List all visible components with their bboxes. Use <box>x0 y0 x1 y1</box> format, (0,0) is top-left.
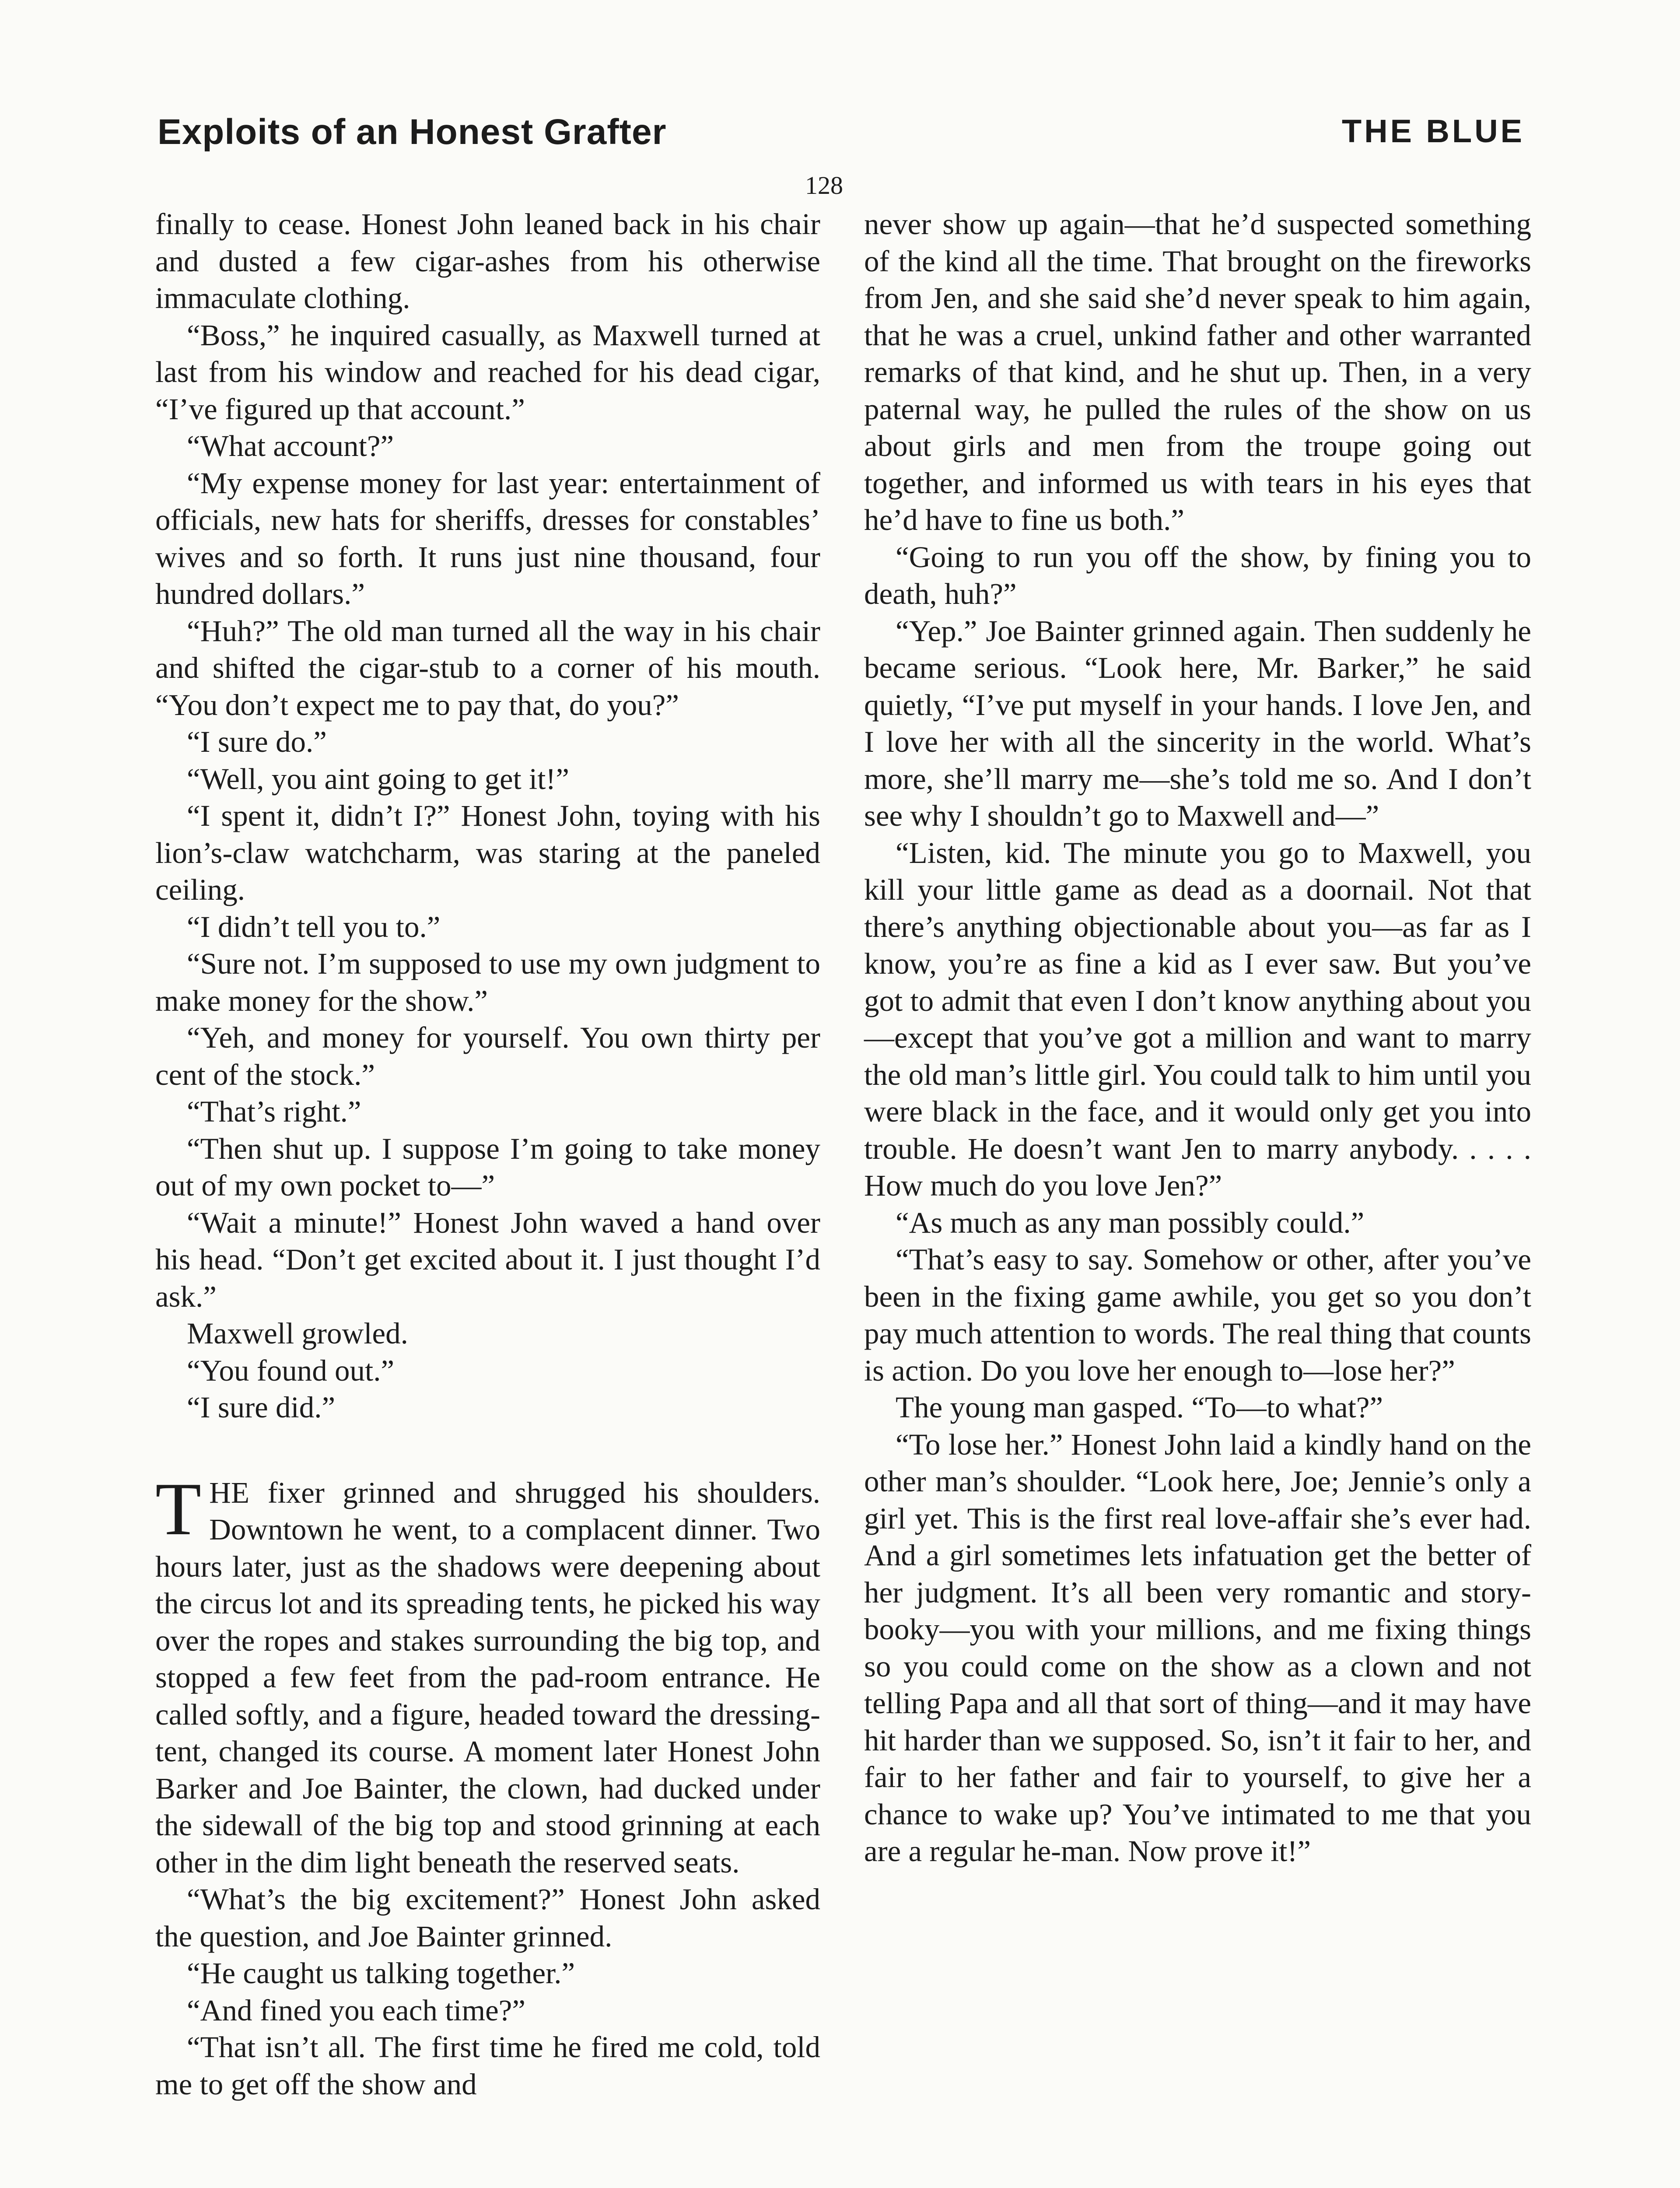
paragraph: “Then shut up. I suppose I’m going to take money out of my own pocket to—” <box>155 1132 820 1202</box>
left-paragraphs <box>155 206 820 1426</box>
paragraph: “Listen, kid. The minute you go to Maxwell, you kill your little game as dead as a doornail. Not that there’s anything objectionable about you—as far as I know, you’re as fine a kid as I ever saw. But you’ve got to admit that even I don’t know anything about you—except that you’ve got a million and want to marry the old man’s little girl. You could talk to him until you were black in the face, and it would only get you into trouble. He doesn’t want Jen to marry anybody. . . . . How much do you love Jen?” <box>864 836 1531 1202</box>
paragraph: finally to cease. Honest John leaned back in his chair and dusted a few cigar-ashes from his otherwise immaculate clothing. <box>155 207 820 315</box>
paragraph: “Huh?” The old man turned all the way in his chair and shifted the cigar-stub to a corner of his mouth. “You don’t expect me to pay that, do you?” <box>155 614 820 722</box>
paragraph: “That’s easy to say. Somehow or other, after you’ve been in the fixing game awhile, you get so you don’t pay much attention to words. The real thing that counts is action. Do you love her enough to—lose her?” <box>864 1243 1531 1387</box>
paragraph: “I sure do.” <box>187 725 327 758</box>
paragraph: “What’s the big excitement?” Honest John asked the question, and Joe Bainter grinned. <box>155 1883 820 1953</box>
paragraph: “That’s right.” <box>187 1095 361 1128</box>
magazine-name: THE BLUE <box>1342 113 1525 149</box>
paragraph: “Going to run you off the show, by fining you to death, huh?” <box>864 540 1531 610</box>
page-header <box>158 112 1525 168</box>
paragraph: Maxwell growled. <box>187 1317 408 1350</box>
paragraph: “Yep.” Joe Bainter grinned again. Then suddenly he became serious. “Look here, Mr. Barker,” he said quietly, “I’ve put myself in your hands. I love Jen, and I love her with all the sincerity in the world. What’s more, she’ll marry me—she’s told me so. And I don’t see why I shouldn’t go to Maxwell and—” <box>864 614 1531 832</box>
paragraph: “As much as any man possibly could.” <box>896 1206 1365 1239</box>
paragraph: “To lose her.” Honest John laid a kindly hand on the other man’s shoulder. “Look here, Joe; Jennie’s only a girl yet. This is the first real love-affair she’s ever had. And a girl sometimes lets infatuation get the better of her judgment. It’s all been very romantic and story-booky—you with your millions, and me fixing things so you could come on the show as a clown and not telling Papa and all that sort of thing—and it may have hit harder than we supposed. So, isn’t it fair to her, and fair to her father and fair to yourself, to give her a chance to wake up? You’ve intimated to me that you are a regular he-man. Now prove it!” <box>864 1427 1531 1868</box>
paragraph: “Sure not. I’m supposed to use my own judgment to make money for the show.” <box>155 947 820 1017</box>
paragraph: “Well, you aint going to get it!” <box>187 762 569 796</box>
paragraph: never show up again—that he’d suspected something of the kind all the time. That brought on the fireworks from Jen, and she said she’d never speak to him again, that he was a cruel, unkind father and other warranted remarks of that kind, and he shut up. Then, in a very paternal way, he pulled the rules of the show on us about girls and men from the troupe going out together, and informed us with tears in his eyes that he’d have to fine us both.” <box>864 207 1531 536</box>
left-column <box>155 206 820 2103</box>
paragraph: “You found out.” <box>187 1353 395 1387</box>
right-column <box>864 206 1531 1870</box>
paragraph: “He caught us talking together.” <box>187 1957 575 1990</box>
section-break <box>155 1426 820 1474</box>
opening-word: HE <box>209 1476 250 1509</box>
drop-cap: T <box>155 1467 202 1551</box>
paragraph: “That isn’t all. The first time he fired me cold, told me to get off the show and <box>155 2030 820 2101</box>
right-paragraphs <box>864 206 1531 1870</box>
paragraph: “My expense money for last year: entertainment of officials, new hats for sheriffs, dresses for constables’ wives and so forth. It runs just nine thousand, four hundred dollars.” <box>155 466 820 610</box>
section-opening-paragraph <box>155 1467 820 1881</box>
paragraph: “I didn’t tell you to.” <box>187 910 441 943</box>
paragraph: The young man gasped. “To—to what?” <box>896 1391 1383 1424</box>
paragraph: “Boss,” he inquired casually, as Maxwell turned at last from his window and reached for his dead cigar, “I’ve figured up that account.” <box>155 318 820 426</box>
paragraph: “Yeh, and money for yourself. You own thirty per cent of the stock.” <box>155 1021 820 1091</box>
paragraph: “What account?” <box>187 429 394 463</box>
paragraph: “I spent it, didn’t I?” Honest John, toying with his lion’s-claw watchcharm, was staring at the paneled ceiling. <box>155 799 820 906</box>
page-number: 128 <box>805 171 843 200</box>
story-title: Exploits of an Honest Grafter <box>158 112 667 152</box>
paragraph: “Wait a minute!” Honest John waved a hand over his head. “Don’t get excited about it. I just thought I’d ask.” <box>155 1206 820 1313</box>
left-section-paragraphs <box>155 1881 820 2103</box>
opening-text: fixer grinned and shrugged his shoulders. Downtown he went, to a complacent dinner. Two hours later, just as the shadows were deepening about the circus lot and its spreading tents, he picked his way over the ropes and stakes surrounding the big top, and stopped a few feet from the pad-room entrance. He called softly, and a figure, headed toward the dressing-tent, changed its course. A moment later Honest John Barker and Joe Bainter, the clown, had ducked under the sidewall of the big top and stood grinning at each other in the dim light beneath the reserved seats. <box>155 1476 820 1879</box>
paragraph: “And fined you each time?” <box>187 1993 525 2027</box>
paragraph: “I sure did.” <box>187 1391 336 1424</box>
